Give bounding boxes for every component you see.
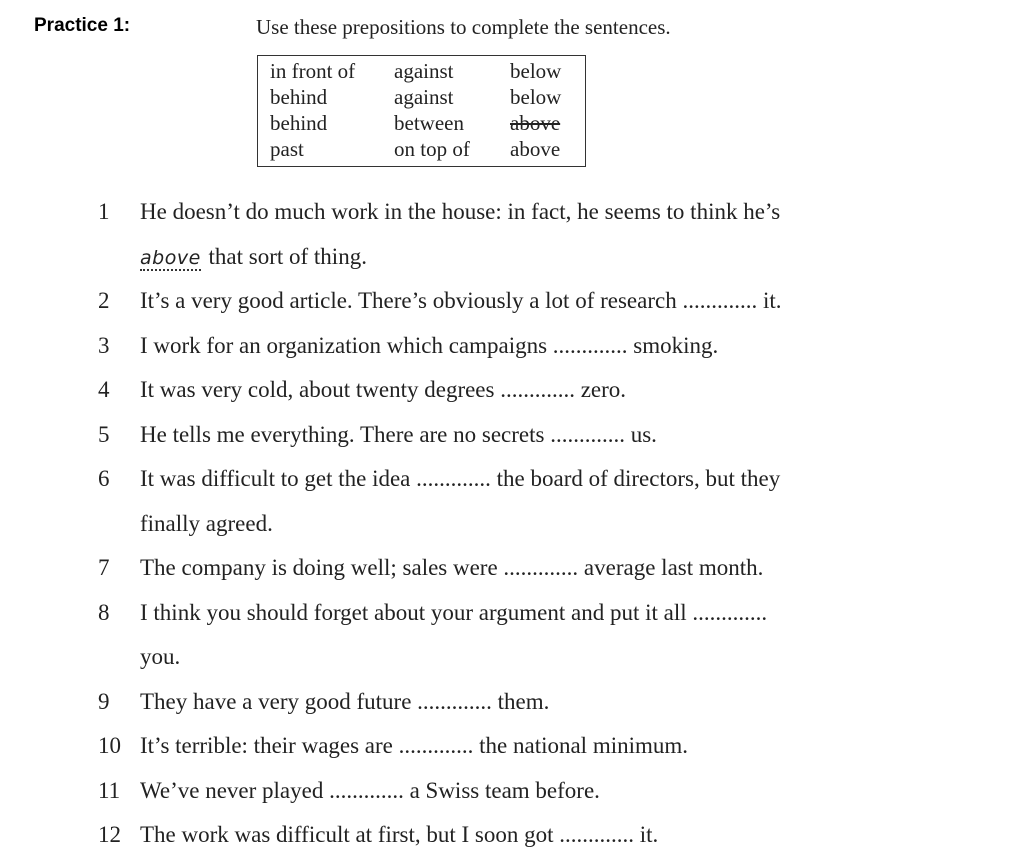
question-number: 11 (98, 777, 121, 803)
question-text (140, 457, 978, 546)
question-number: 7 (98, 555, 110, 580)
question-text (140, 591, 978, 680)
question-item (98, 813, 978, 858)
question-number: 2 (98, 288, 110, 313)
practice-label: Practice 1: (34, 15, 131, 36)
question-text: The company is doing well; sales were ............. average last month. (140, 555, 764, 580)
word-cell: behind (270, 85, 328, 109)
question-item (98, 724, 978, 769)
question-number: 6 (98, 466, 110, 491)
question-text: It’s terrible: their wages are ............. the national minimum. (140, 733, 689, 758)
question-item (98, 680, 978, 725)
question-text: We’ve never played ............. a Swiss team before. (140, 777, 600, 803)
question-number: 10 (98, 733, 121, 758)
word-cell: below (510, 59, 562, 83)
question-number: 1 (98, 199, 110, 224)
question-text: He tells me everything. There are no secrets ............. us. (140, 421, 657, 447)
question-text-line2: finally agreed. (140, 510, 273, 536)
question-item (98, 279, 978, 324)
word-cell: against (394, 85, 454, 109)
instruction-text: Use these prepositions to complete the sentences. (256, 15, 671, 39)
word-cell-struck: above (510, 111, 561, 135)
question-number: 8 (98, 599, 110, 625)
preposition-word-box (257, 55, 586, 167)
word-cell: between (394, 111, 464, 135)
question-number: 4 (98, 377, 110, 402)
question-text-line1: He doesn’t do much work in the house: in fact, he seems to think he’s (140, 199, 781, 224)
question-item (98, 368, 978, 413)
word-cell: past (270, 137, 304, 161)
question-number: 12 (98, 822, 121, 847)
question-text: It’s a very good article. There’s obviously a lot of research ............. it. (140, 288, 782, 313)
question-text-line2: that sort of thing. (202, 243, 367, 269)
question-text: It was very cold, about twenty degrees ............. zero. (140, 377, 627, 402)
question-text (140, 190, 978, 279)
question-item (98, 190, 978, 279)
question-number: 9 (98, 688, 110, 714)
question-number: 5 (98, 421, 110, 447)
question-text: I work for an organization which campaigns ............. smoking. (140, 332, 719, 358)
question-item (98, 546, 978, 591)
question-text: They have a very good future ............. them. (140, 688, 550, 714)
word-cell: behind (270, 111, 328, 135)
question-item (98, 413, 978, 458)
word-cell: on top of (394, 137, 470, 161)
word-cell: above (510, 137, 561, 161)
question-text-line2: you. (140, 644, 181, 669)
question-item (98, 591, 978, 680)
word-cell: against (394, 59, 454, 83)
question-text-line1: It was difficult to get the idea ............. the board of directors, but they (140, 466, 781, 491)
word-cell: in front of (270, 59, 356, 83)
question-item (98, 324, 978, 369)
example-answer: above (140, 246, 201, 269)
question-text-line1: I think you should forget about your argument and put it all ............. (140, 599, 768, 625)
question-item (98, 769, 978, 814)
question-item (98, 457, 978, 546)
question-list (98, 190, 978, 858)
word-cell: below (510, 85, 562, 109)
question-number: 3 (98, 332, 110, 358)
question-text: The work was difficult at first, but I soon got ............. it. (140, 822, 659, 847)
preposition-grid (270, 58, 580, 162)
